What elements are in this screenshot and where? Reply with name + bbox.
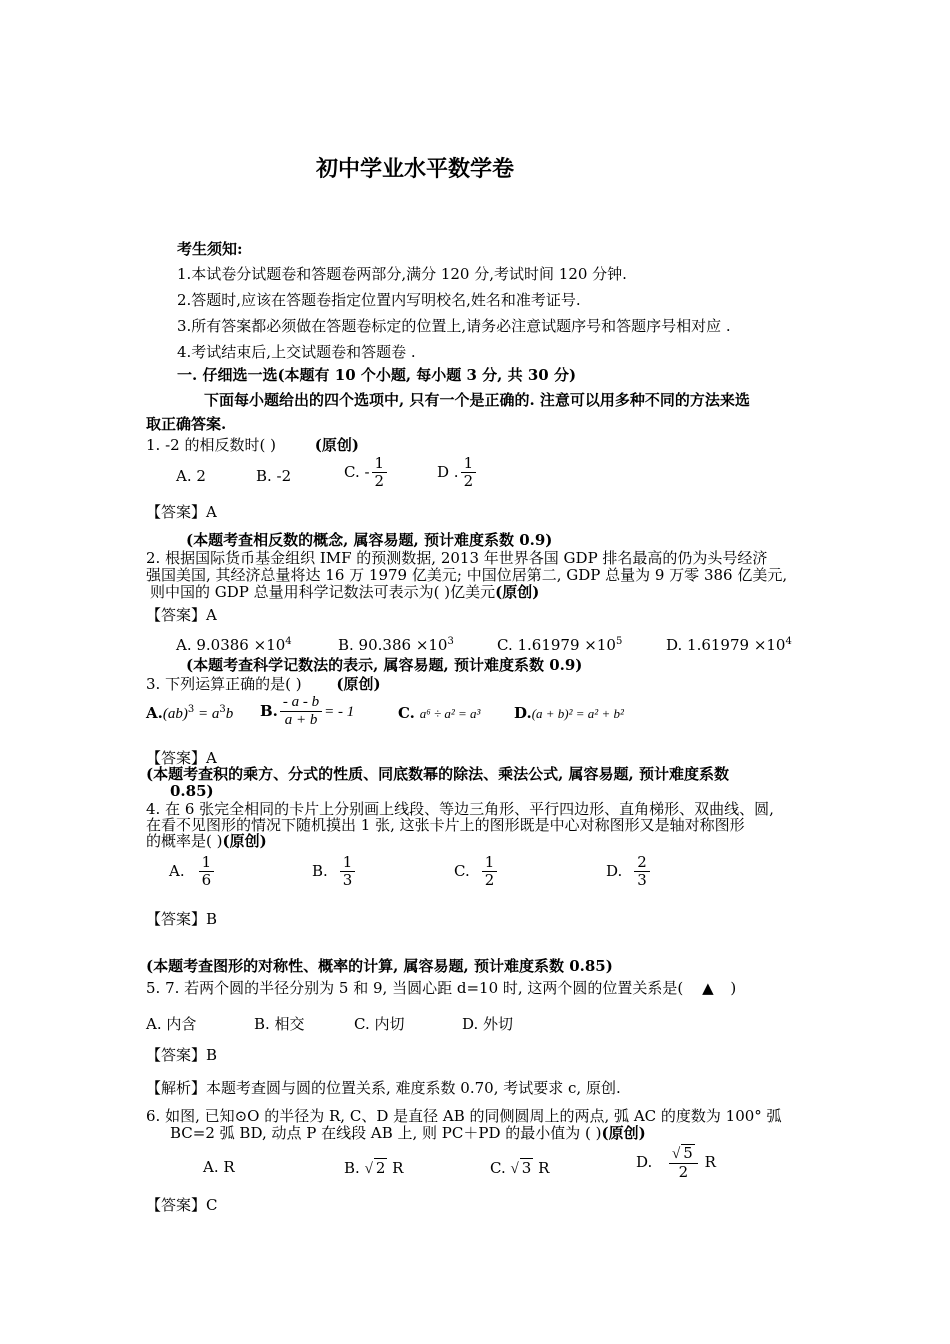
- option-label: D.: [606, 861, 623, 880]
- q2-option-b-text: B. 90.386 ×10: [338, 636, 448, 654]
- q5-option-c: C. 内切: [354, 1015, 405, 1033]
- question-stem: [170, 1124, 646, 1142]
- fraction-numerator: 1: [342, 853, 353, 871]
- q2-option-a-text: A. 9.0386 ×10: [176, 636, 286, 654]
- fraction-denominator: 2: [461, 472, 477, 490]
- q2-option-c: [497, 636, 622, 654]
- q4-option-d: [606, 854, 652, 890]
- notice-item: 4.考试结束后,上交试题卷和答题卷 .: [177, 343, 416, 361]
- exponent: 4: [785, 636, 792, 647]
- original-tag: (原创): [336, 675, 381, 693]
- answer: 【答案】A: [146, 606, 217, 624]
- q6-stem-text: BC=2 弧 BD, 动点 P 在线段 AB 上, 则 PC＋PD 的最小值为 ( ): [170, 1124, 602, 1142]
- q5-stem-text: 5. 7. 若两个圆的半径分别为 5 和 9, 当圆心距 d=10 时, 这两个圆的位置关系是(: [146, 979, 684, 997]
- fraction-numerator: - a - b: [282, 694, 320, 710]
- option-label: D.: [636, 1152, 653, 1171]
- math-expr: R: [392, 1159, 404, 1177]
- math-expr: (ab): [162, 706, 188, 722]
- q1-stem-text: 1. -2 的相反数时( ): [146, 436, 276, 454]
- original-tag: (原创): [314, 436, 359, 454]
- sqrt-radicand: 5: [683, 1144, 693, 1162]
- question-stem: [146, 436, 359, 454]
- option-label: C.: [398, 704, 415, 722]
- fraction-numerator: 2: [637, 853, 647, 871]
- section-heading: 一. 仔细选一选(本题有 10 个小题, 每小题 3 分, 共 30 分): [177, 366, 577, 384]
- question-stem: [146, 979, 736, 997]
- analysis: 【解析】本题考查圆与圆的位置关系, 难度系数 0.70, 考试要求 c, 原创.: [146, 1079, 621, 1097]
- math-expr: = - 1: [324, 703, 355, 720]
- q2-option-c-text: C. 1.61979 ×10: [497, 636, 616, 654]
- fraction-denominator: 2: [482, 871, 498, 889]
- math-expr: R: [704, 1152, 716, 1171]
- original-tag: (原创): [495, 583, 540, 601]
- q4-option-c: [454, 854, 499, 890]
- answer: 【答案】A: [146, 503, 217, 521]
- original-tag: (原创): [222, 832, 267, 850]
- question-stem: 在看不见图形的情况下随机摸出 1 张, 这张卡片上的图形既是中心对称图形又是轴对称图形: [146, 816, 745, 834]
- fraction-numerator: 1: [484, 853, 495, 871]
- notice-heading: 考生须知:: [177, 240, 243, 258]
- q6-option-a: A. R: [203, 1158, 235, 1176]
- q1-option-c-prefix: C. -: [344, 462, 370, 481]
- q3-option-c: [398, 704, 480, 722]
- question-stem: 4. 在 6 张完全相同的卡片上分别画上线段、等边三角形、平行四边形、直角梯形、双曲线、圆,: [146, 800, 774, 818]
- fraction-denominator: 6: [199, 871, 215, 889]
- triangle-icon: ▲: [702, 979, 714, 997]
- q6-option-b: B. √ 2 R: [344, 1159, 404, 1177]
- question-note: 0.85): [170, 782, 214, 800]
- q1-option-c: [344, 455, 389, 491]
- q3-stem-text: 3. 下列运算正确的是( ): [146, 675, 302, 693]
- q3-option-d: [514, 704, 624, 722]
- question-note: (本题考查相反数的概念, 属容易题, 预计难度系数 0.9): [186, 531, 553, 549]
- notice-item: 3.所有答案都必须做在答题卷标定的位置上,请务必注意试题序号和答题序号相对应 .: [177, 317, 731, 335]
- closing-paren: ): [730, 979, 737, 997]
- q2-option-b: [338, 636, 454, 654]
- math-expr: (a + b)² = a² + b²: [531, 706, 624, 721]
- q4-option-a: [169, 854, 216, 890]
- notice-item: 2.答题时,应该在答题卷指定位置内写明校名,姓名和准考证号.: [177, 291, 581, 309]
- math-expr: b: [225, 706, 234, 722]
- fraction-numerator: 1: [463, 454, 474, 472]
- q4-option-b: [312, 854, 357, 890]
- exponent: 3: [187, 704, 195, 715]
- q1-option-a: A. 2: [176, 467, 206, 485]
- question-stem: 2. 根据国际货币基金组织 IMF 的预测数据, 2013 年世界各国 GDP 排名最高的仍为头号经济: [146, 549, 768, 567]
- question-stem: [146, 832, 267, 850]
- fraction-denominator: 3: [340, 871, 356, 889]
- question-note: (本题考查科学记数法的表示, 属容易题, 预计难度系数 0.9): [186, 656, 583, 674]
- q1-option-d-prefix: D .: [437, 462, 459, 481]
- question-stem: 6. 如图, 已知⊙O 的半径为 R, C、D 是直径 AB 的同侧圆周上的两点, 弧 AC 的度数为 100° 弧: [146, 1107, 782, 1125]
- option-label: A.: [146, 704, 163, 722]
- fraction-denominator: 3: [634, 871, 650, 889]
- fraction-denominator: 2: [372, 472, 388, 490]
- q2-option-a: [176, 636, 292, 654]
- fraction-numerator: 1: [201, 853, 212, 871]
- exponent: 3: [447, 636, 454, 647]
- q6-option-d: D. $\frac{√ 5}{2}$ R: [636, 1144, 716, 1182]
- fraction-denominator: 2: [669, 1163, 698, 1181]
- q5-option-b: B. 相交: [254, 1015, 305, 1033]
- question-note: (本题考查图形的对称性、概率的计算, 属容易题, 预计难度系数 0.85): [146, 957, 613, 975]
- q5-option-d: D. 外切: [462, 1015, 514, 1033]
- answer: 【答案】A: [146, 749, 217, 767]
- notice-item: 1.本试卷分试题卷和答题卷两部分,满分 120 分,考试时间 120 分钟.: [177, 265, 627, 283]
- option-label: B.: [260, 701, 278, 720]
- q1-option-d: [437, 455, 478, 491]
- exponent: 3: [219, 704, 226, 715]
- fraction-numerator: 1: [374, 454, 385, 472]
- option-label: B.: [344, 1159, 360, 1177]
- answer: 【答案】B: [146, 910, 218, 928]
- option-label: C.: [454, 861, 470, 880]
- q1-option-b: B. -2: [256, 467, 292, 485]
- q2-option-d-text: D. 1.61979 ×10: [666, 636, 786, 654]
- question-stem: 强国美国, 其经济总量将达 16 万 1979 亿美元; 中国位居第二, GDP 总量为 9 万零 386 亿美元,: [146, 566, 788, 584]
- option-label: A.: [169, 861, 185, 880]
- q2-stem-text: 则中国的 GDP 总量用科学记数法可表示为( )亿美元: [150, 583, 496, 601]
- answer: 【答案】C: [146, 1196, 218, 1214]
- page-title: 初中学业水平数学卷: [316, 157, 515, 182]
- q6-option-c: C. √ 3 R: [490, 1159, 550, 1177]
- math-expr: a⁶ ÷ a² = a³: [419, 706, 481, 721]
- q3-option-b: [260, 694, 354, 730]
- option-label: C.: [490, 1159, 506, 1177]
- option-label: D.: [514, 704, 532, 722]
- sqrt-radicand: 2: [375, 1159, 386, 1177]
- sqrt-radicand: 3: [521, 1159, 532, 1177]
- question-note: (本题考查积的乘方、分式的性质、同底数幂的除法、乘法公式, 属容易题, 预计难度系数: [146, 765, 729, 783]
- q2-option-d: [666, 636, 792, 654]
- q3-option-a: [146, 704, 233, 723]
- q4-stem-text: 的概率是( ): [146, 832, 223, 850]
- exponent: 4: [285, 636, 292, 647]
- section-intro: 取正确答案.: [146, 415, 227, 433]
- q5-option-a: A. 内含: [146, 1015, 197, 1033]
- math-expr: R: [538, 1159, 550, 1177]
- answer: 【答案】B: [146, 1046, 218, 1064]
- question-stem: [146, 675, 381, 693]
- math-expr: = a: [194, 706, 220, 722]
- original-tag: (原创): [601, 1124, 646, 1142]
- option-label: B.: [312, 861, 328, 880]
- exponent: 5: [615, 636, 623, 647]
- section-intro: 下面每小题给出的四个选项中, 只有一个是正确的. 注意可以用多种不同的方法来选: [204, 391, 750, 409]
- fraction-denominator: a + b: [280, 711, 322, 729]
- question-stem: [150, 583, 539, 601]
